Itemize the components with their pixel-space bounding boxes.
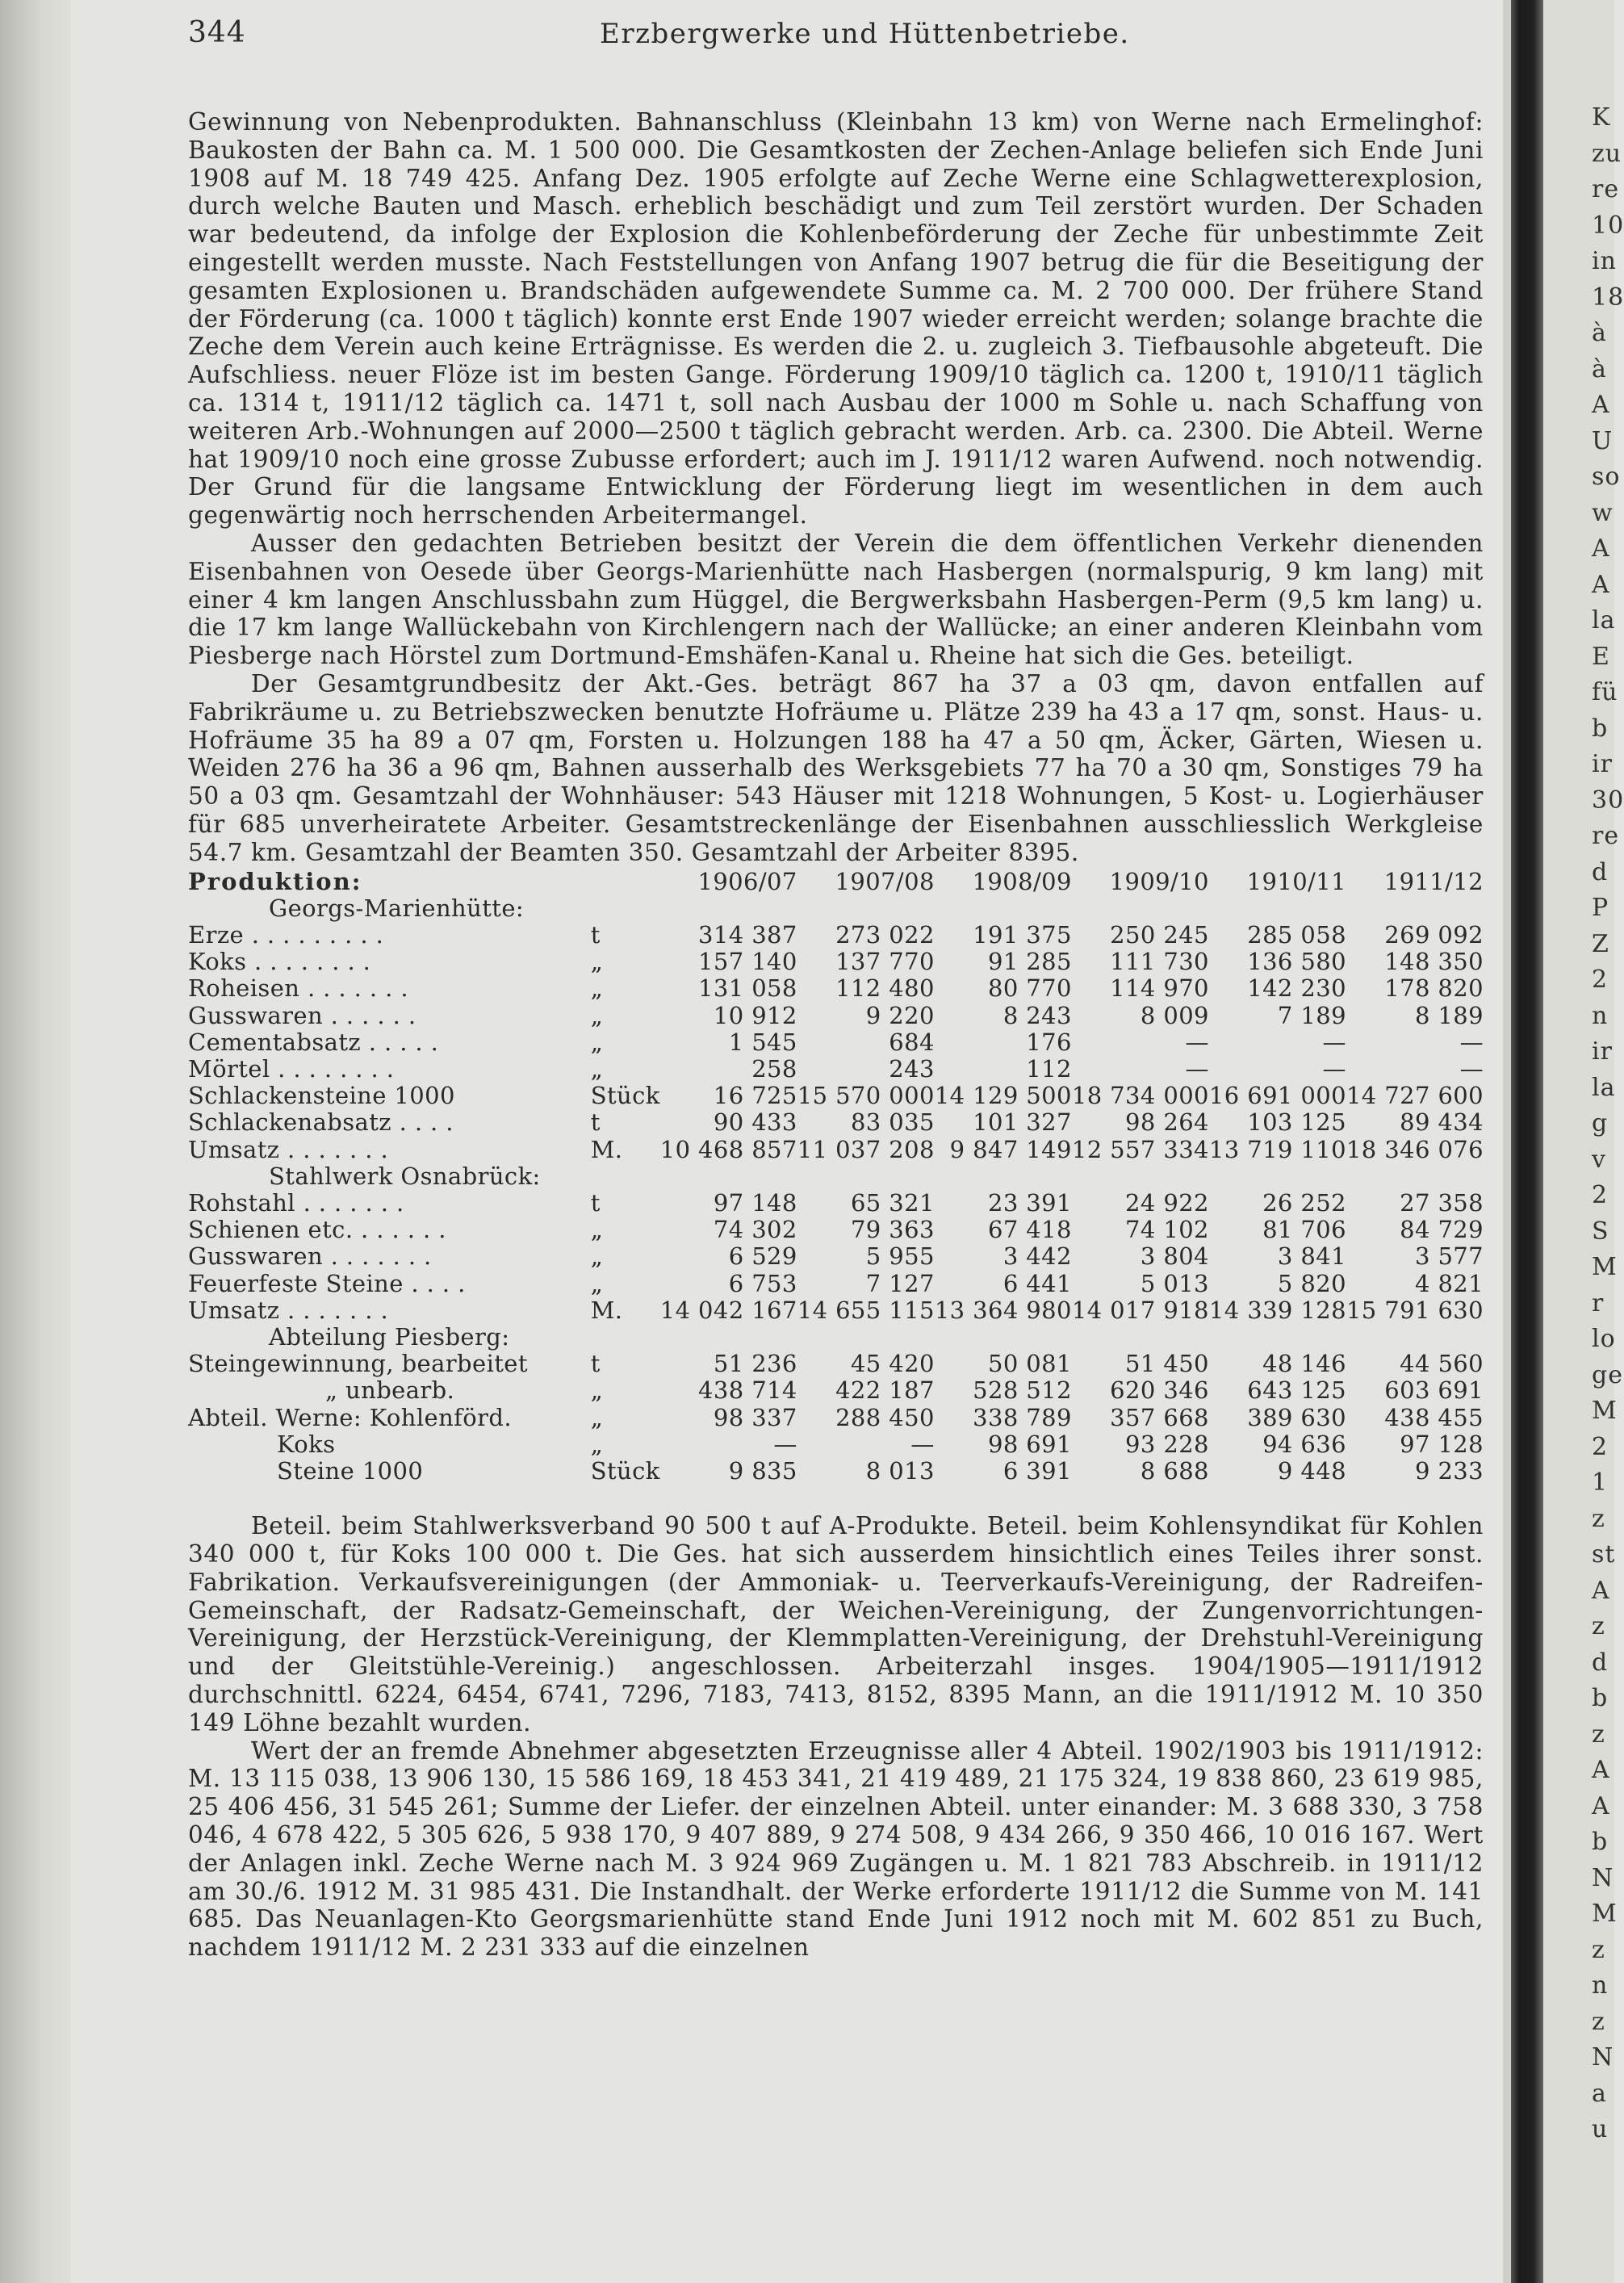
table-cell: 9 233: [1414, 1456, 1484, 1485]
table-row: [188, 1243, 1484, 1270]
table-cell: 3 804: [1140, 1242, 1209, 1271]
table-cell: 12 557 334: [1071, 1135, 1209, 1163]
year-header: 1907/08: [835, 867, 935, 895]
running-title: Erzbergwerke und Hüttenbetriebe.: [600, 18, 1130, 50]
next-page-letter: b: [1592, 1684, 1609, 1712]
row-label: Schlackenabsatz . . . .: [188, 1108, 454, 1137]
page-number: 344: [188, 16, 246, 49]
row-unit: Stück: [590, 1456, 660, 1485]
table-cell: 45 420: [850, 1350, 935, 1378]
row-unit: t: [590, 1188, 601, 1217]
table-cell: 16 725: [713, 1082, 797, 1110]
next-page-letter: w: [1592, 498, 1614, 527]
table-cell: 94 636: [1262, 1430, 1346, 1458]
table-cell: —: [1322, 1054, 1346, 1083]
table-cell: 111 730: [1110, 948, 1209, 976]
next-page-letter: u: [1592, 2115, 1609, 2143]
table-cell: 6 529: [728, 1242, 797, 1271]
table-cell: 10 912: [713, 1001, 797, 1029]
production-heading: Produktion:: [188, 867, 362, 895]
row-unit: „: [590, 1403, 604, 1431]
next-page-letter: M: [1592, 1397, 1618, 1425]
book-gutter: [1511, 0, 1543, 2283]
next-page-letter: st: [1592, 1540, 1616, 1569]
table-cell: 65 321: [850, 1188, 935, 1217]
table-cell: 79 363: [850, 1216, 935, 1244]
table-cell: 14 339 128: [1208, 1296, 1346, 1324]
next-page-letter: à: [1592, 354, 1607, 383]
row-label: Steine 1000: [277, 1456, 424, 1485]
row-unit: „: [590, 1216, 604, 1244]
row-unit: t: [590, 1350, 601, 1378]
table-cell: 14 017 918: [1071, 1296, 1209, 1324]
table-cell: 269 092: [1384, 920, 1484, 949]
next-page-letter: 1: [1592, 1468, 1609, 1497]
row-label: „ unbearb.: [325, 1376, 455, 1405]
next-page-letter: N: [1592, 2043, 1614, 2071]
next-page-letter: P: [1592, 894, 1609, 922]
row-unit: „: [590, 1269, 604, 1297]
table-cell: 18 734 000: [1071, 1082, 1209, 1110]
next-page-letter: re: [1592, 175, 1620, 203]
row-label: Abteil. Werne: Kohlenförd.: [188, 1403, 512, 1431]
next-page-letter: ge: [1592, 1360, 1623, 1389]
paragraph-railways: Ausser den gedachten Betrieben besitzt der Verein die dem öffentlichen Verkehr dienenden Eisenbahnen von Oesede über Georgs-Marienhütte nach Hasbergen (normalspurig, 9 km lang) mit einer 4 km langen Anschlussbahn zum Hüggel, die Bergwerksbahn Hasbergen-Perm (9,5 km lang) u. die 17 km lange Wallückebahn von Kirchlengern nach der Wallücke; an einer anderen Kleinbahn vom Piesberge nach Hörstel zum Dortmund-Emshäfen-Kanal u. Rheine hat sich die Ges. beteiligt.: [188, 529, 1484, 670]
next-page-letter: Z: [1592, 929, 1609, 958]
table-cell: 603 691: [1384, 1376, 1484, 1405]
next-page-letter: n: [1592, 1001, 1609, 1030]
table-cell: 11 037 208: [797, 1135, 935, 1163]
row-label: Schlackensteine 1000: [188, 1082, 455, 1110]
table-cell: 389 630: [1247, 1403, 1346, 1431]
table-cell: 14 129 500: [934, 1082, 1072, 1110]
section-title: Stahlwerk Osnabrück:: [269, 1162, 541, 1190]
table-cell: 5 820: [1277, 1269, 1346, 1297]
next-page-letter: fü: [1592, 678, 1618, 706]
next-page-letter: ir: [1592, 750, 1613, 778]
table-row: [188, 949, 1484, 975]
next-page-letter: A: [1592, 1756, 1610, 1784]
next-page-letter: E: [1592, 642, 1610, 671]
table-cell: 6 391: [1002, 1456, 1072, 1485]
next-page-letter: N: [1592, 1863, 1614, 1892]
table-cell: 51 450: [1125, 1350, 1209, 1378]
table-cell: 176: [1026, 1028, 1072, 1056]
next-page-letter: 2: [1592, 966, 1609, 994]
row-label: Koks . . . . . . . .: [188, 948, 371, 976]
table-cell: 357 668: [1110, 1403, 1209, 1431]
table-cell: 131 058: [698, 974, 797, 1003]
table-cell: 5 955: [865, 1242, 935, 1271]
table-row: [188, 1297, 1484, 1324]
table-cell: 137 770: [835, 948, 935, 976]
table-cell: 93 228: [1125, 1430, 1209, 1458]
year-header: 1909/10: [1109, 867, 1209, 895]
table-cell: 5 013: [1140, 1269, 1209, 1297]
paragraph-values: Wert der an fremde Abnehmer abgesetzten Erzeugnisse aller 4 Abteil. 1902/1903 bis 1911/1912: M. 13 115 038, 13 906 130, 15 586 169, 18 453 341, 21 419 489, 21 175 324, 19 838 860, 23 619 985, 25 406 456, 31 545 261; Summe der Liefer. der einzelnen Abteil. unter einander: M. 3 688 330, 3 758 046, 4 678 422, 5 305 626, 5 938 170, 9 407 889, 9 274 508, 9 434 266, 9 350 466, 10 016 167. Wert der Anlagen inkl. Zeche Werne nach M. 3 924 969 Zugängen u. M. 1 821 783 Abschreib. in 1911/12 am 30./6. 1912 M. 31 985 431. Die Instandhalt. der Werke erforderte 1911/12 die Summe von M. 141 685. Das Neuanlagen-Kto Georgsmarienhütte stand Ende Juni 1912 noch mit M. 602 851 zu Buch, nachdem 1911/12 M. 2 231 333 auf die einzelnen: [188, 1736, 1484, 1962]
row-unit: „: [590, 1028, 604, 1056]
row-label: Umsatz . . . . . . .: [188, 1296, 389, 1324]
table-cell: 98 691: [987, 1430, 1072, 1458]
next-page-letter: lo: [1592, 1325, 1616, 1353]
section-title-row: [188, 1324, 1484, 1351]
row-unit: „: [590, 974, 604, 1003]
next-page-letter: in: [1592, 247, 1617, 275]
table-cell: 7 127: [865, 1269, 935, 1297]
section-title-row: [188, 895, 1484, 922]
table-cell: 7 189: [1277, 1001, 1346, 1029]
scan-left-margin: [0, 0, 71, 2283]
next-page-letter: la: [1592, 1073, 1616, 1102]
table-cell: 114 970: [1110, 974, 1209, 1003]
table-cell: 50 081: [987, 1350, 1072, 1378]
table-cell: 8 009: [1140, 1001, 1209, 1029]
table-row: [188, 1190, 1484, 1217]
page-edge: [1503, 0, 1511, 2283]
table-row: [188, 1458, 1484, 1485]
table-cell: 314 387: [698, 920, 797, 949]
next-page-letter: g: [1592, 1109, 1609, 1137]
table-cell: 27 358: [1400, 1188, 1484, 1217]
table-cell: —: [1322, 1028, 1346, 1056]
table-cell: 4 821: [1414, 1269, 1484, 1297]
table-cell: 438 455: [1384, 1403, 1484, 1431]
table-cell: 89 434: [1400, 1108, 1484, 1137]
year-header: 1911/12: [1383, 867, 1484, 895]
next-page-letter: z: [1592, 1720, 1605, 1749]
next-page-letter: z: [1592, 1935, 1605, 1964]
table-cell: 620 346: [1110, 1376, 1209, 1405]
table-cell: 338 789: [973, 1403, 1072, 1431]
row-unit: t: [590, 920, 601, 949]
table-cell: 98 264: [1125, 1108, 1209, 1137]
next-page-letter: b: [1592, 1828, 1609, 1856]
next-page-letter: M: [1592, 1900, 1618, 1928]
table-cell: —: [910, 1430, 935, 1458]
row-label: Steingewinnung, bearbeitet: [188, 1350, 528, 1378]
table-cell: 9 835: [728, 1456, 797, 1485]
table-row: [188, 1377, 1484, 1404]
next-page-letter: A: [1592, 1576, 1610, 1605]
next-page-letter: v: [1592, 1145, 1606, 1174]
next-page-letter: M: [1592, 1253, 1618, 1281]
row-label: Erze . . . . . . . . .: [188, 920, 384, 949]
table-cell: 16 691 000: [1208, 1082, 1346, 1110]
table-cell: 14 727 600: [1346, 1082, 1484, 1110]
row-unit: „: [590, 1054, 604, 1083]
table-cell: 74 302: [713, 1216, 797, 1244]
table-cell: 243: [889, 1054, 935, 1083]
table-row: [188, 1137, 1484, 1163]
row-unit: M.: [590, 1296, 623, 1324]
next-page-letter: 10: [1592, 211, 1624, 240]
table-cell: 23 391: [987, 1188, 1072, 1217]
row-label: Cementabsatz . . . . .: [188, 1028, 439, 1056]
table-row: [188, 1217, 1484, 1243]
table-cell: 84 729: [1400, 1216, 1484, 1244]
table-row: [188, 1029, 1484, 1056]
table-cell: 14 655 115: [797, 1296, 935, 1324]
table-cell: —: [1185, 1028, 1209, 1056]
table-row: [188, 1271, 1484, 1297]
table-cell: 15 570 000: [797, 1082, 935, 1110]
table-cell: 103 125: [1247, 1108, 1346, 1137]
table-cell: 285 058: [1247, 920, 1346, 949]
table-cell: 97 128: [1400, 1430, 1484, 1458]
table-cell: 643 125: [1247, 1376, 1346, 1405]
row-label: Gusswaren . . . . . . .: [188, 1242, 432, 1271]
next-page-letter: 2: [1592, 1432, 1609, 1461]
table-cell: 48 146: [1262, 1350, 1346, 1378]
table-cell: 51 236: [713, 1350, 797, 1378]
table-cell: 15 791 630: [1346, 1296, 1484, 1324]
table-row: [188, 1351, 1484, 1377]
table-cell: —: [1185, 1054, 1209, 1083]
table-cell: 288 450: [835, 1403, 935, 1431]
next-page-letter: z: [1592, 2007, 1605, 2036]
next-page-letter: n: [1592, 1971, 1609, 2000]
row-label: Feuerfeste Steine . . . .: [188, 1269, 466, 1297]
row-unit: „: [590, 1376, 604, 1405]
table-row: [188, 1109, 1484, 1136]
table-cell: 250 245: [1110, 920, 1209, 949]
row-unit: t: [590, 1108, 601, 1137]
row-unit: „: [590, 1001, 604, 1029]
next-page-letter: A: [1592, 1791, 1610, 1820]
table-cell: —: [1459, 1054, 1484, 1083]
row-label: Gusswaren . . . . . .: [188, 1001, 416, 1029]
next-page-letter: z: [1592, 1504, 1605, 1533]
page-header: [188, 15, 1484, 57]
next-page-letter: re: [1592, 822, 1620, 850]
next-page-letter: S: [1592, 1217, 1609, 1246]
production-table: [188, 869, 1484, 1485]
paragraph-werne: Gewinnung von Nebenprodukten. Bahnanschluss (Kleinbahn 13 km) von Werne nach Ermelinghof: Baukosten der Bahn ca. M. 1 500 000. Die Gesamtkosten der Zechen-Anlage beliefen sich Ende Juni 1908 auf M. 18 749 425. Anfang Dez. 1905 erfolgte auf Zeche Werne eine Schlagwetterexplosion, durch welche Bauten und Masch. erheblich beschädigt und zum Teil zerstört wurden. Der Schaden war bedeutend, da infolge der Explosion die Kohlenbeförderung der Zeche für unbestimmte Zeit eingestellt werden musste. Nach Feststellungen von Anfang 1907 betrug die für die Beseitigung der gesamten Explosionen u. Brandschäden aufgewendete Summe ca. M. 2 700 000. Der frühere Stand der Förderung (ca. 1000 t täglich) konnte erst Ende 1907 wieder erreicht werden; solange brachte die Zeche dem Verein auch keine Erträgnisse. Es werden die 2. u. zugleich 3. Tiefbausohle abgeteuft. Die Aufschliess. neuer Flöze ist im besten Gange. Förderung 1909/10 täglich ca. 1200 t, 1910/11 täglich ca. 1314 t, 1911/12 täglich ca. 1471 t, soll nach Ausbau der 1000 m Sohle u. nach Schaffung von weiteren Arb.-Wohnungen auf 2000—2500 t täglich gebracht werden. Arb. ca. 2300. Die Abteil. Werne hat 1909/10 noch eine grosse Zubusse erfordert; auch im J. 1911/12 waren Aufwend. noch notwendig. Der Grund für die langsame Entwicklung der Förderung liegt im wesentlichen in dem auch gegenwärtig noch herrschenden Arbeitermangel.: [188, 108, 1484, 530]
table-cell: 9 448: [1277, 1456, 1346, 1485]
table-cell: 3 841: [1277, 1242, 1346, 1271]
year-header: 1908/09: [972, 867, 1072, 895]
table-cell: 1 545: [728, 1028, 797, 1056]
next-page-letter: r: [1592, 1288, 1605, 1317]
table-cell: 101 327: [973, 1108, 1072, 1137]
table-cell: 142 230: [1247, 974, 1346, 1003]
table-cell: 13 364 980: [934, 1296, 1072, 1324]
next-page-letter: a: [1592, 2079, 1607, 2108]
next-page-letter: A: [1592, 534, 1610, 563]
table-cell: 178 820: [1384, 974, 1484, 1003]
next-page-letter: U: [1592, 426, 1614, 455]
table-cell: 81 706: [1262, 1216, 1346, 1244]
table-cell: —: [1459, 1028, 1484, 1056]
table-cell: 14 042 167: [659, 1296, 797, 1324]
next-page-letter: d: [1592, 857, 1609, 886]
table-cell: 98 337: [713, 1403, 797, 1431]
next-page-letter: 30: [1592, 785, 1624, 815]
section-title-row: [188, 1163, 1484, 1190]
table-cell: 44 560: [1400, 1350, 1484, 1378]
table-cell: 684: [889, 1028, 935, 1056]
next-page-letter: so: [1592, 463, 1621, 491]
table-cell: 10 468 857: [659, 1135, 797, 1163]
table-cell: 112 480: [835, 974, 935, 1003]
table-cell: 112: [1026, 1054, 1072, 1083]
table-cell: 67 418: [987, 1216, 1072, 1244]
table-cell: 24 922: [1125, 1188, 1209, 1217]
table-cell: 18 346 076: [1346, 1135, 1484, 1163]
section-title: Abteilung Piesberg:: [269, 1322, 510, 1351]
table-cell: 273 022: [835, 920, 935, 949]
table-cell: 191 375: [973, 920, 1072, 949]
table-cell: 83 035: [850, 1108, 935, 1137]
next-page-letter: A: [1592, 391, 1610, 419]
table-cell: 8 688: [1140, 1456, 1209, 1485]
table-cell: 3 442: [1002, 1242, 1072, 1271]
table-cell: 91 285: [987, 948, 1072, 976]
table-row: [188, 1431, 1484, 1458]
table-cell: 8 013: [865, 1456, 935, 1485]
table-cell: 8 243: [1002, 1001, 1072, 1029]
table-cell: 157 140: [698, 948, 797, 976]
table-row: [188, 922, 1484, 949]
table-cell: —: [773, 1430, 797, 1458]
table-cell: 258: [751, 1054, 797, 1083]
paragraph-associations: Beteil. beim Stahlwerksverband 90 500 t auf A-Produkte. Beteil. beim Kohlensyndikat für Kohlen 340 000 t, für Koks 100 000 t. Die Ges. hat sich ausserdem hinsichtlich eines Teiles ihrer sonst. Fabrikation. Verkaufsvereinigungen (der Ammoniak- u. Teerverkaufs-Vereinigung, der Radreifen-Gemeinschaft, der Radsatz-Gemeinschaft, der Weichen-Vereinigung, der Zungenvorrichtungen-Vereinigung, der Herzstück-Vereinigung, der Klemmplatten-Vereinigung, der Drehstuhl-Vereinigung und der Gleitstühle-Vereinig.) angeschlossen. Arbeiterzahl insges. 1904/1905—1911/1912 durchschnittl. 6224, 6454, 6741, 7296, 7183, 7413, 8152, 8395 Mann, an die 1911/1912 M. 10 350 149 Löhne bezahlt wurden.: [188, 1512, 1484, 1736]
row-label: Mörtel . . . . . . . .: [188, 1054, 395, 1083]
table-cell: 528 512: [973, 1376, 1072, 1405]
table-cell: 6 441: [1002, 1269, 1072, 1297]
row-label: Roheisen . . . . . . .: [188, 974, 408, 1003]
year-header: 1910/11: [1246, 867, 1346, 895]
next-page-letter: A: [1592, 570, 1610, 599]
table-cell: 438 714: [698, 1376, 797, 1405]
table-cell: 80 770: [987, 974, 1072, 1003]
section-title: Georgs-Marienhütte:: [269, 894, 525, 922]
year-header: 1906/07: [697, 867, 797, 895]
next-page-letter: 2: [1592, 1181, 1609, 1209]
paragraph-land: Der Gesamtgrundbesitz der Akt.-Ges. beträgt 867 ha 37 a 03 qm, davon entfallen auf Fabrikräume u. zu Betriebszwecken benutzte Hofräume u. Plätze 239 ha 43 a 17 qm, sonst. Haus- u. Hofräume 35 ha 89 a 07 qm, Forsten u. Holzungen 188 ha 47 a 50 qm, Äcker, Gärten, Wiesen u. Weiden 276 ha 36 a 96 qm, Bahnen ausserhalb des Werksgebiets 77 ha 70 a 30 qm, Sonstiges 79 ha 50 a 03 qm. Gesamtzahl der Wohnhäuser: 543 Häuser mit 1218 Wohnungen, 5 Kost- u. Logierhäuser für 685 unverheiratete Arbeiter. Gesamtstreckenlänge der Eisenbahnen ausschliesslich Werkgleise 54.7 km. Gesamtzahl der Beamten 350. Gesamtzahl der Arbeiter 8395.: [188, 669, 1484, 866]
next-page-letter: à: [1592, 319, 1607, 347]
row-label: Umsatz . . . . . . .: [188, 1135, 389, 1163]
next-page-letter: zu: [1592, 139, 1622, 168]
row-label: Schienen etc. . . . . . .: [188, 1216, 446, 1244]
next-page-letter: z: [1592, 1612, 1605, 1640]
table-row: [188, 975, 1484, 1002]
next-page-letter: 18: [1592, 283, 1624, 312]
row-label: Koks: [277, 1430, 336, 1458]
next-page-letter: ir: [1592, 1037, 1613, 1066]
table-row: [188, 1083, 1484, 1109]
table-cell: 9 847 149: [949, 1135, 1072, 1163]
row-unit: „: [590, 1430, 604, 1458]
production-header-row: [188, 869, 1484, 895]
table-row: [188, 1003, 1484, 1029]
table-row: [188, 1405, 1484, 1431]
table-cell: 9 220: [865, 1001, 935, 1029]
row-label: Rohstahl . . . . . . .: [188, 1188, 404, 1217]
table-cell: 148 350: [1384, 948, 1484, 976]
table-cell: 3 577: [1414, 1242, 1484, 1271]
table-cell: 13 719 110: [1208, 1135, 1346, 1163]
row-unit: M.: [590, 1135, 623, 1163]
table-cell: 97 148: [713, 1188, 797, 1217]
next-page-letter: la: [1592, 606, 1616, 635]
table-cell: 136 580: [1247, 948, 1346, 976]
table-cell: 74 102: [1125, 1216, 1209, 1244]
table-cell: 8 189: [1414, 1001, 1484, 1029]
table-cell: 90 433: [713, 1108, 797, 1137]
next-page-letter: K: [1592, 103, 1611, 132]
row-unit: „: [590, 1242, 604, 1271]
next-page-letter: d: [1592, 1648, 1609, 1677]
table-cell: 422 187: [835, 1376, 935, 1405]
table-row: [188, 1056, 1484, 1083]
row-unit: Stück: [590, 1082, 660, 1110]
table-cell: 6 753: [728, 1269, 797, 1297]
table-cell: 26 252: [1262, 1188, 1346, 1217]
next-page-fragment: [1543, 0, 1624, 2283]
page: [188, 15, 1484, 1962]
next-page-letter: b: [1592, 714, 1609, 743]
row-unit: „: [590, 948, 604, 976]
